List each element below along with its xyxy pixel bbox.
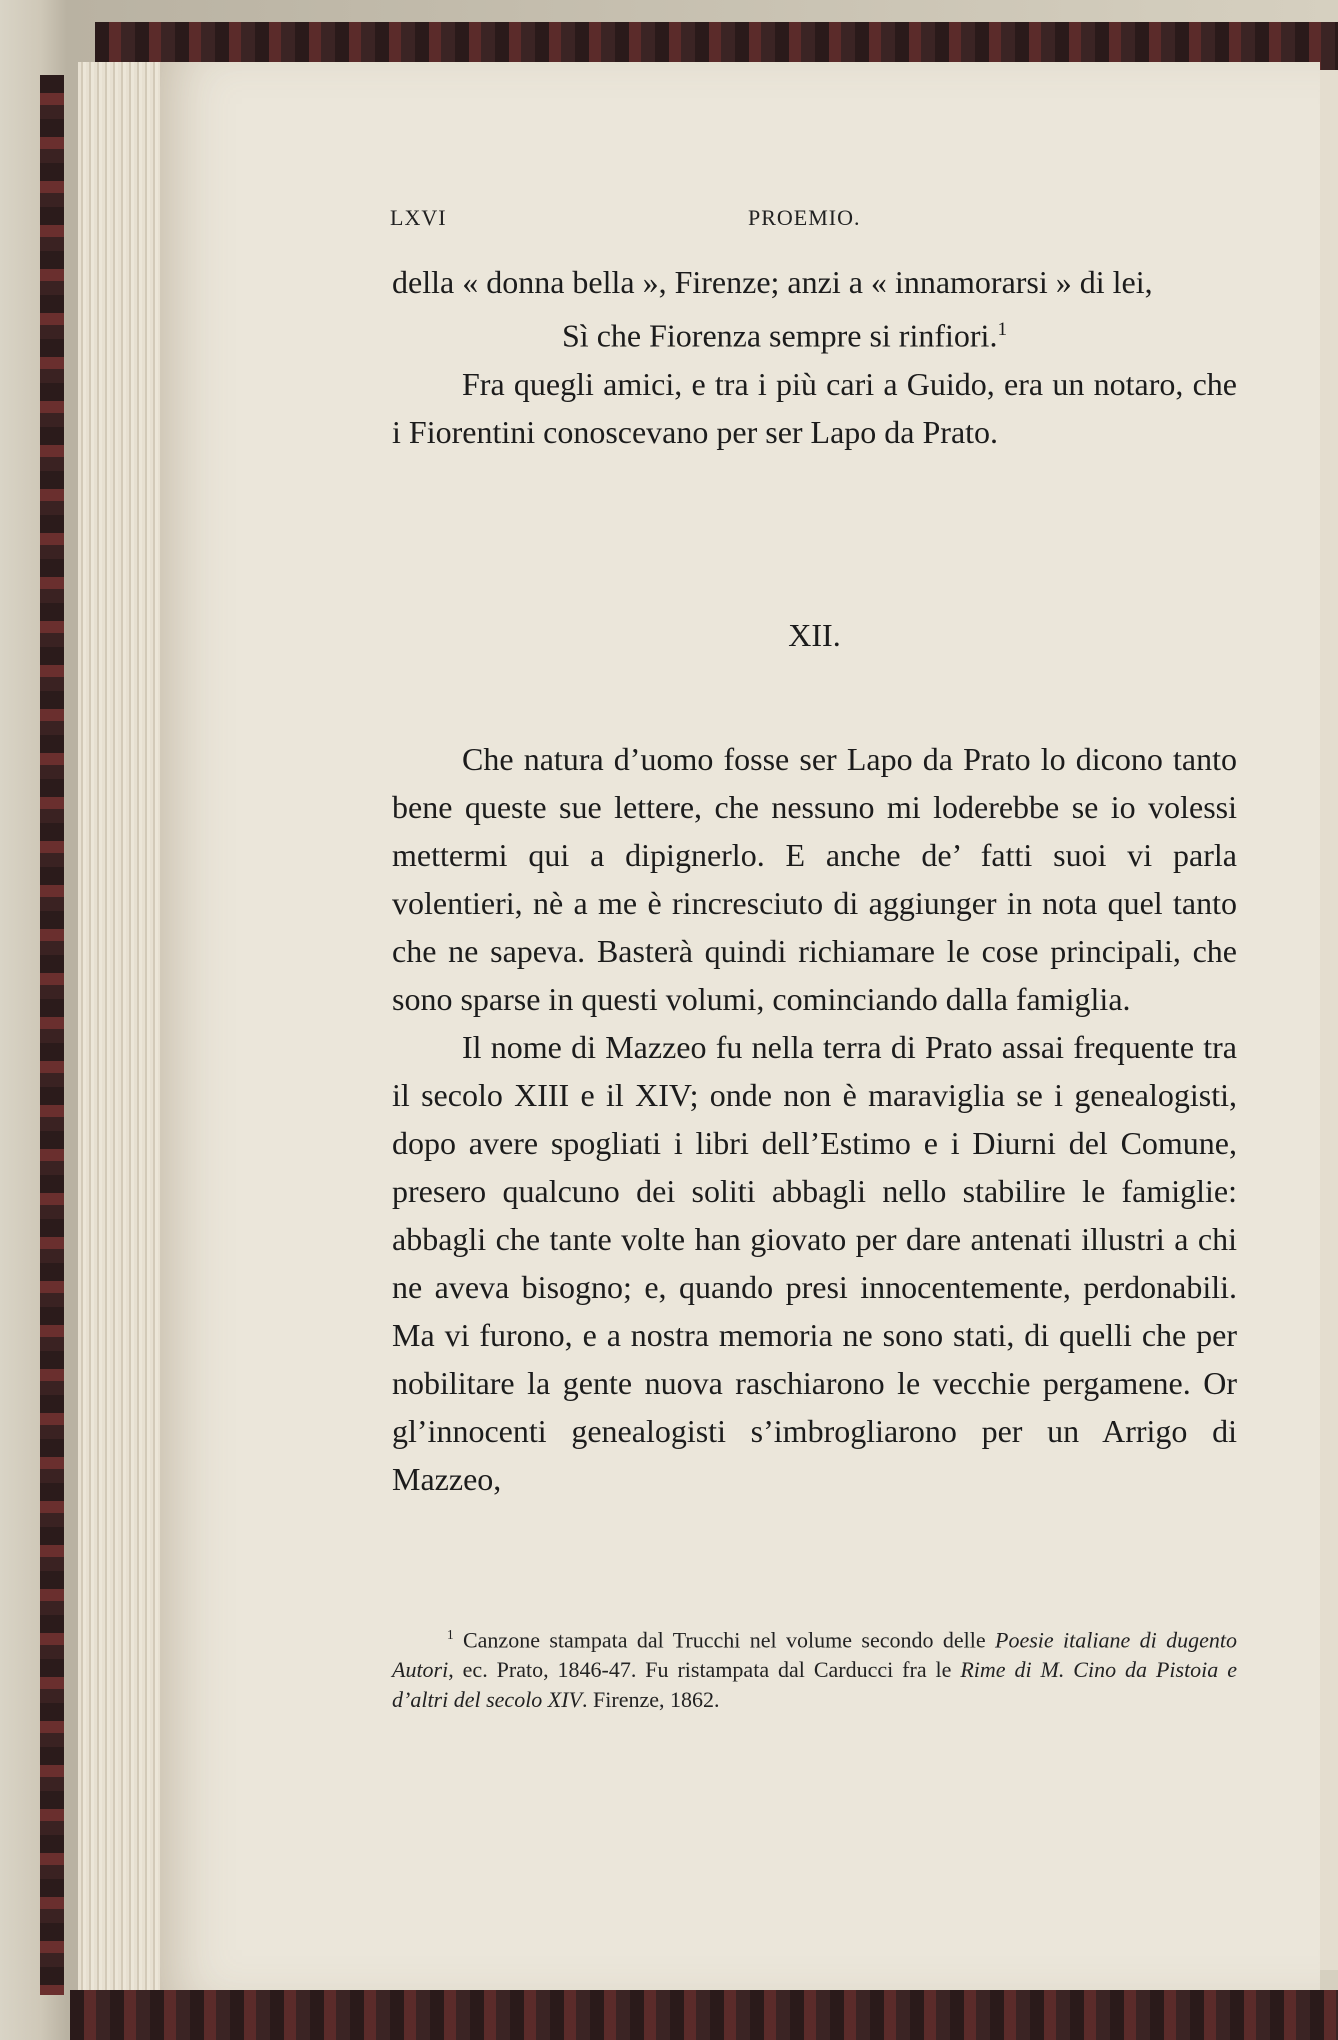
footnote-text [392, 1620, 1237, 1715]
footnote-ref: 1 [997, 319, 1008, 340]
cover-left-edge [40, 75, 64, 1995]
page-number: LXVI [390, 205, 447, 230]
running-head [390, 205, 1235, 239]
cover-bottom-edge [70, 1990, 1338, 2040]
paragraph-lapo-intro: Fra quegli amici, e tra i più cari a Guido, era un notaro, che i Fiorentini conoscevano per ser Lapo da Prato. [392, 365, 1237, 450]
top-text-block [392, 258, 1237, 456]
section-heading: XII. [788, 617, 841, 653]
footnote-text-b: , ec. Prato, 1846-47. Fu ristampata dal Carducci fra le [448, 1657, 961, 1683]
footnote-title-b: Rime di M. Cino da Pistoia e d’altri del secolo XIV [392, 1657, 1237, 1713]
footnote-title-a: Poesie italiane di dugento Autori [392, 1627, 1238, 1683]
footnote [392, 1620, 1237, 1715]
verse-text: Sì che Fiorenza sempre si rinfiori. [562, 317, 998, 354]
paragraph-natura: Che natura d’uomo fosse ser Lapo da Prato lo dicono tanto bene queste sue lettere, che nessuno mi loderebbe se io volessi mettermi qui a dipignerlo. E anche de’ fatti suoi vi parla volentieri, nè a me è rincresciuto di aggiunger in nota quel tanto che ne sapeva. Basterà quindi richiamare le cose principali, che sono sparse in questi volumi, cominciando dalla famiglia. [392, 741, 1237, 1017]
verse-line [392, 306, 1237, 360]
footnote-marker: 1 [447, 1627, 454, 1642]
opening-line: della « donna bella », Firenze; anzi a « innamorarsi » di lei, [392, 264, 1153, 300]
running-title: PROEMIO. [748, 205, 861, 230]
page-edges [78, 62, 168, 1997]
footnote-text-a: Canzone stampata dal Trucchi nel volume secondo delle [462, 1627, 996, 1653]
section-text-block [392, 735, 1237, 1503]
facing-page-strip [1318, 70, 1338, 1970]
paragraph-mazzeo: Il nome di Mazzeo fu nella terra di Prato assai frequente tra il secolo XIII e il XIV; onde non è maraviglia se i genealogisti, dopo avere spogliati i libri dell’Estimo e i Diurni del Comune, presero qualcuno dei soliti abbagli nello stabilire le famiglie: abbagli che tante volte han giovato per dare antenati illustri a chi ne aveva bisogno; e, quando presi innocentemente, perdonabili. Ma vi furono, e a nostra memoria ne sono stati, di quelli che per nobilitare la gente nuova raschiarono le vecchie pergamene. Or gl’innocenti genealogisti s’imbrogliarono per un Arrigo di Mazzeo, [392, 1029, 1237, 1497]
footnote-text-c: . Firenze, 1862. [582, 1687, 720, 1713]
